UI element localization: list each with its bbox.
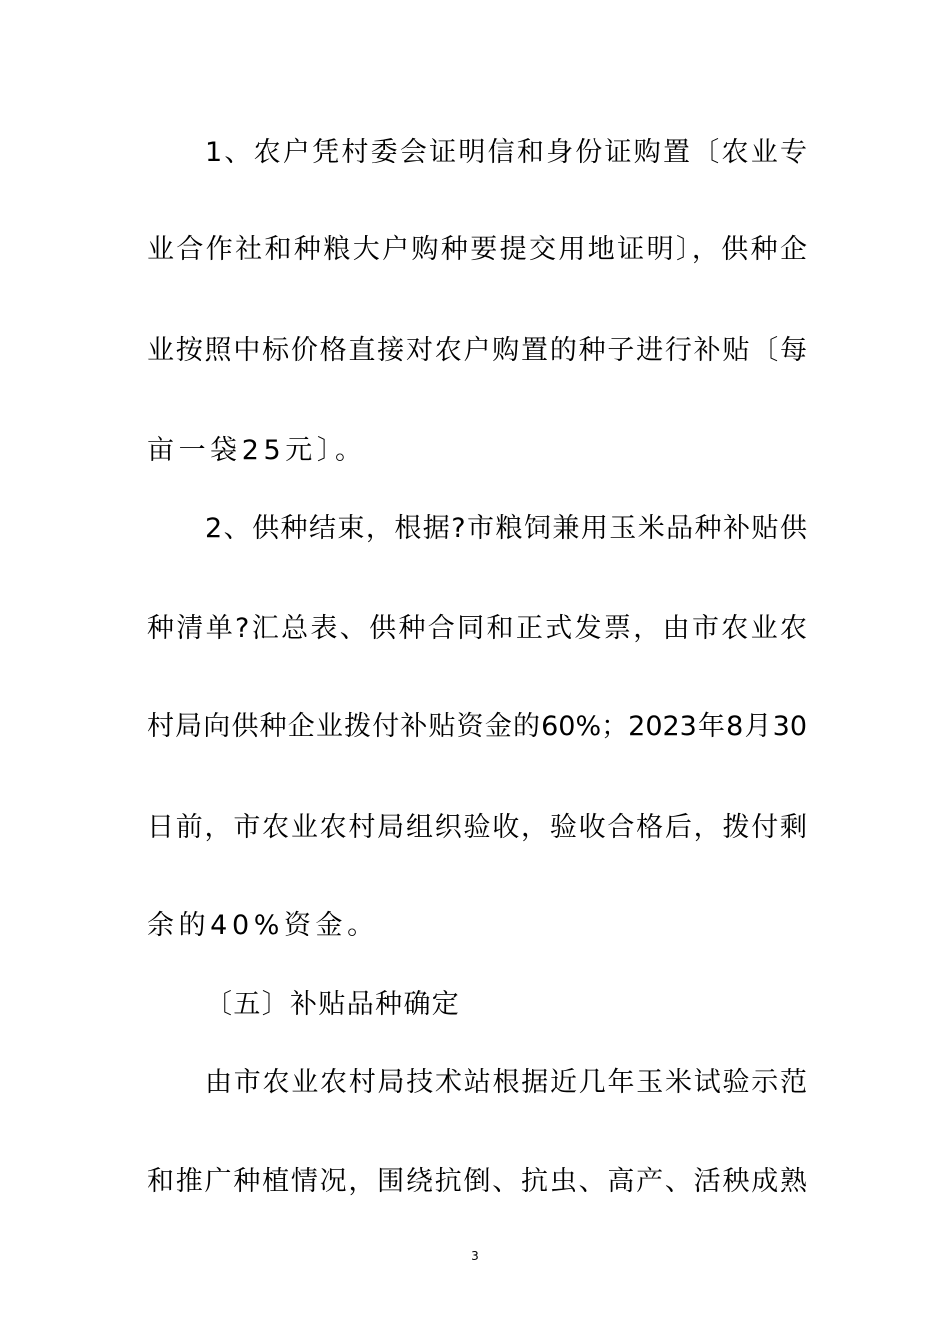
paragraph-1-line-4: 亩一袋25元〕。 <box>147 435 367 466</box>
paragraph-1-line-2: 业合作社和种粮大户购种要提交用地证明〕，供种企 <box>147 234 807 265</box>
paragraph-1-line-3: 业按照中标价格直接对农户购置的种子进行补贴〔每 <box>147 335 807 366</box>
paragraph-2-line-5: 余的40%资金。 <box>147 910 379 941</box>
paragraph-3-line-2: 和推广种植情况，围绕抗倒、抗虫、高产、活秧成熟 <box>147 1166 807 1197</box>
paragraph-1-line-1: 1、农户凭村委会证明信和身份证购置〔农业专 <box>205 137 807 168</box>
paragraph-2-line-3: 村局向供种企业拨付补贴资金的60%；2023年8月30 <box>147 711 807 742</box>
page-number: 3 <box>471 1249 479 1263</box>
section-heading: 〔五〕补贴品种确定 <box>205 989 461 1020</box>
paragraph-2-line-1: 2、供种结束，根据?市粮饲兼用玉米品种补贴供 <box>205 513 807 544</box>
paragraph-3-line-1: 由市农业农村局技术站根据近几年玉米试验示范 <box>205 1067 807 1098</box>
paragraph-2-line-4: 日前，市农业农村局组织验收，验收合格后，拨付剩 <box>147 812 807 843</box>
paragraph-2-line-2: 种清单?汇总表、供种合同和正式发票，由市农业农 <box>147 613 807 644</box>
